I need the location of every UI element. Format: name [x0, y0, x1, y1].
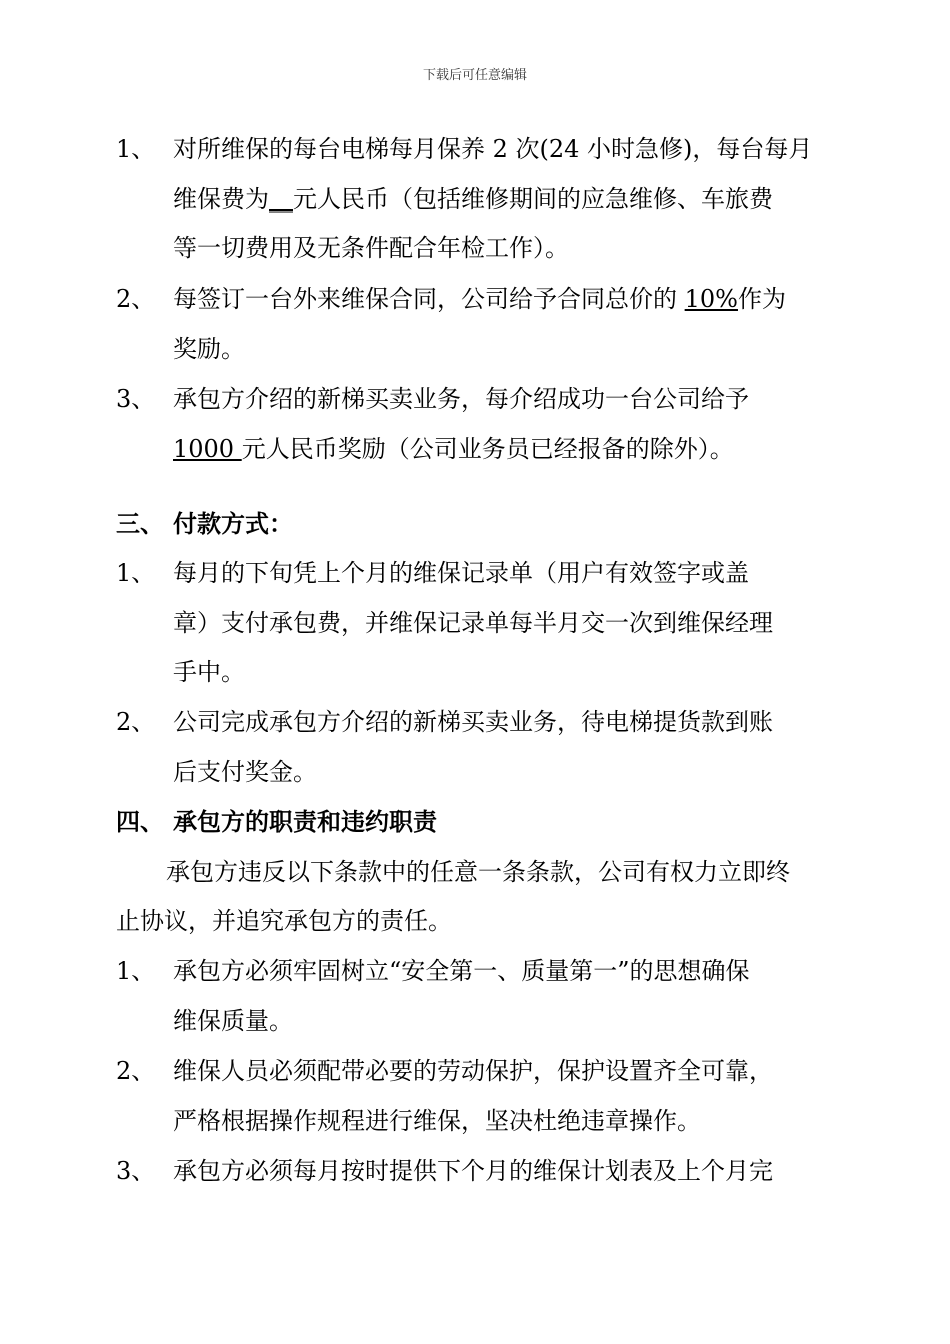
item-text-line: 每月的下旬凭上个月的维保记录单（用户有效签字或盖	[173, 559, 749, 587]
item-text-line: 维保人员必须配带必要的劳动保护，保护设置齐全可靠，	[173, 1057, 773, 1085]
text-segment: 每签订一台外来维保合同，公司给予合同总价的	[173, 285, 685, 313]
paragraph-line: 止协议，并追究承包方的责任。	[116, 907, 452, 935]
item-text-line: 等一切费用及无条件配合年检工作）。	[173, 234, 569, 262]
item-text-line: 严格根据操作规程进行维保，坚决杜绝违章操作。	[173, 1107, 701, 1135]
section-title: 付款方式：	[173, 509, 293, 538]
text-segment: 承包方介绍的新梯买卖业务，每介绍成功一台公司给予	[173, 385, 749, 413]
page-header: 下载后可任意编辑	[422, 68, 527, 83]
item-number: 2、	[116, 285, 156, 313]
item-text-line: 奖励。	[173, 335, 245, 363]
item-text-line: 承包方必须牢固树立“安全第一、质量第一”的思想确保	[173, 957, 750, 985]
section-title: 承包方的职责和违约职责	[173, 807, 437, 836]
item-number: 2、	[116, 1057, 156, 1085]
item-text-line: 维保质量。	[173, 1007, 293, 1035]
item-text-line: 章）支付承包费，并维保记录单每半月交一次到维保经理	[173, 609, 773, 637]
item-number: 2、	[116, 708, 156, 736]
amount-value: 1000	[173, 435, 242, 463]
text-segment: 作为	[737, 285, 786, 313]
item-text-line: 手中。	[173, 658, 245, 686]
item-number: 1、	[116, 957, 156, 985]
item-text-line	[173, 433, 734, 465]
item-number: 1、	[116, 559, 156, 587]
section-number: 四、	[116, 807, 164, 836]
item-text-line: 公司完成承包方介绍的新梯买卖业务，待电梯提货款到账	[173, 708, 773, 736]
item-number: 3、	[116, 385, 156, 413]
text-segment: 元人民币（包括维修期间的应急维修、车旅费	[293, 185, 773, 213]
item-text-line	[173, 183, 773, 215]
section-number: 三、	[116, 509, 164, 538]
item-number: 1、	[116, 135, 156, 163]
blank-fee-field: __	[269, 185, 293, 213]
item-text-line: 后支付奖金。	[173, 758, 317, 786]
text-segment: 元人民币奖励（公司业务员已经报备的除外）。	[241, 435, 734, 463]
paragraph-line: 承包方违反以下条款中的任意一条条款，公司有权力立即终	[166, 858, 790, 886]
item-text-line: 对所维保的每台电梯每月保养 2 次(24 小时急修)，每台每月	[173, 135, 813, 163]
item-text-line: 承包方必须每月按时提供下个月的维保计划表及上个月完	[173, 1157, 773, 1185]
item-text-line	[173, 383, 749, 415]
item-number: 3、	[116, 1157, 156, 1185]
text-segment: 维保费为	[173, 185, 269, 213]
item-text-line	[173, 283, 786, 315]
percent-value: 10%	[684, 285, 738, 313]
